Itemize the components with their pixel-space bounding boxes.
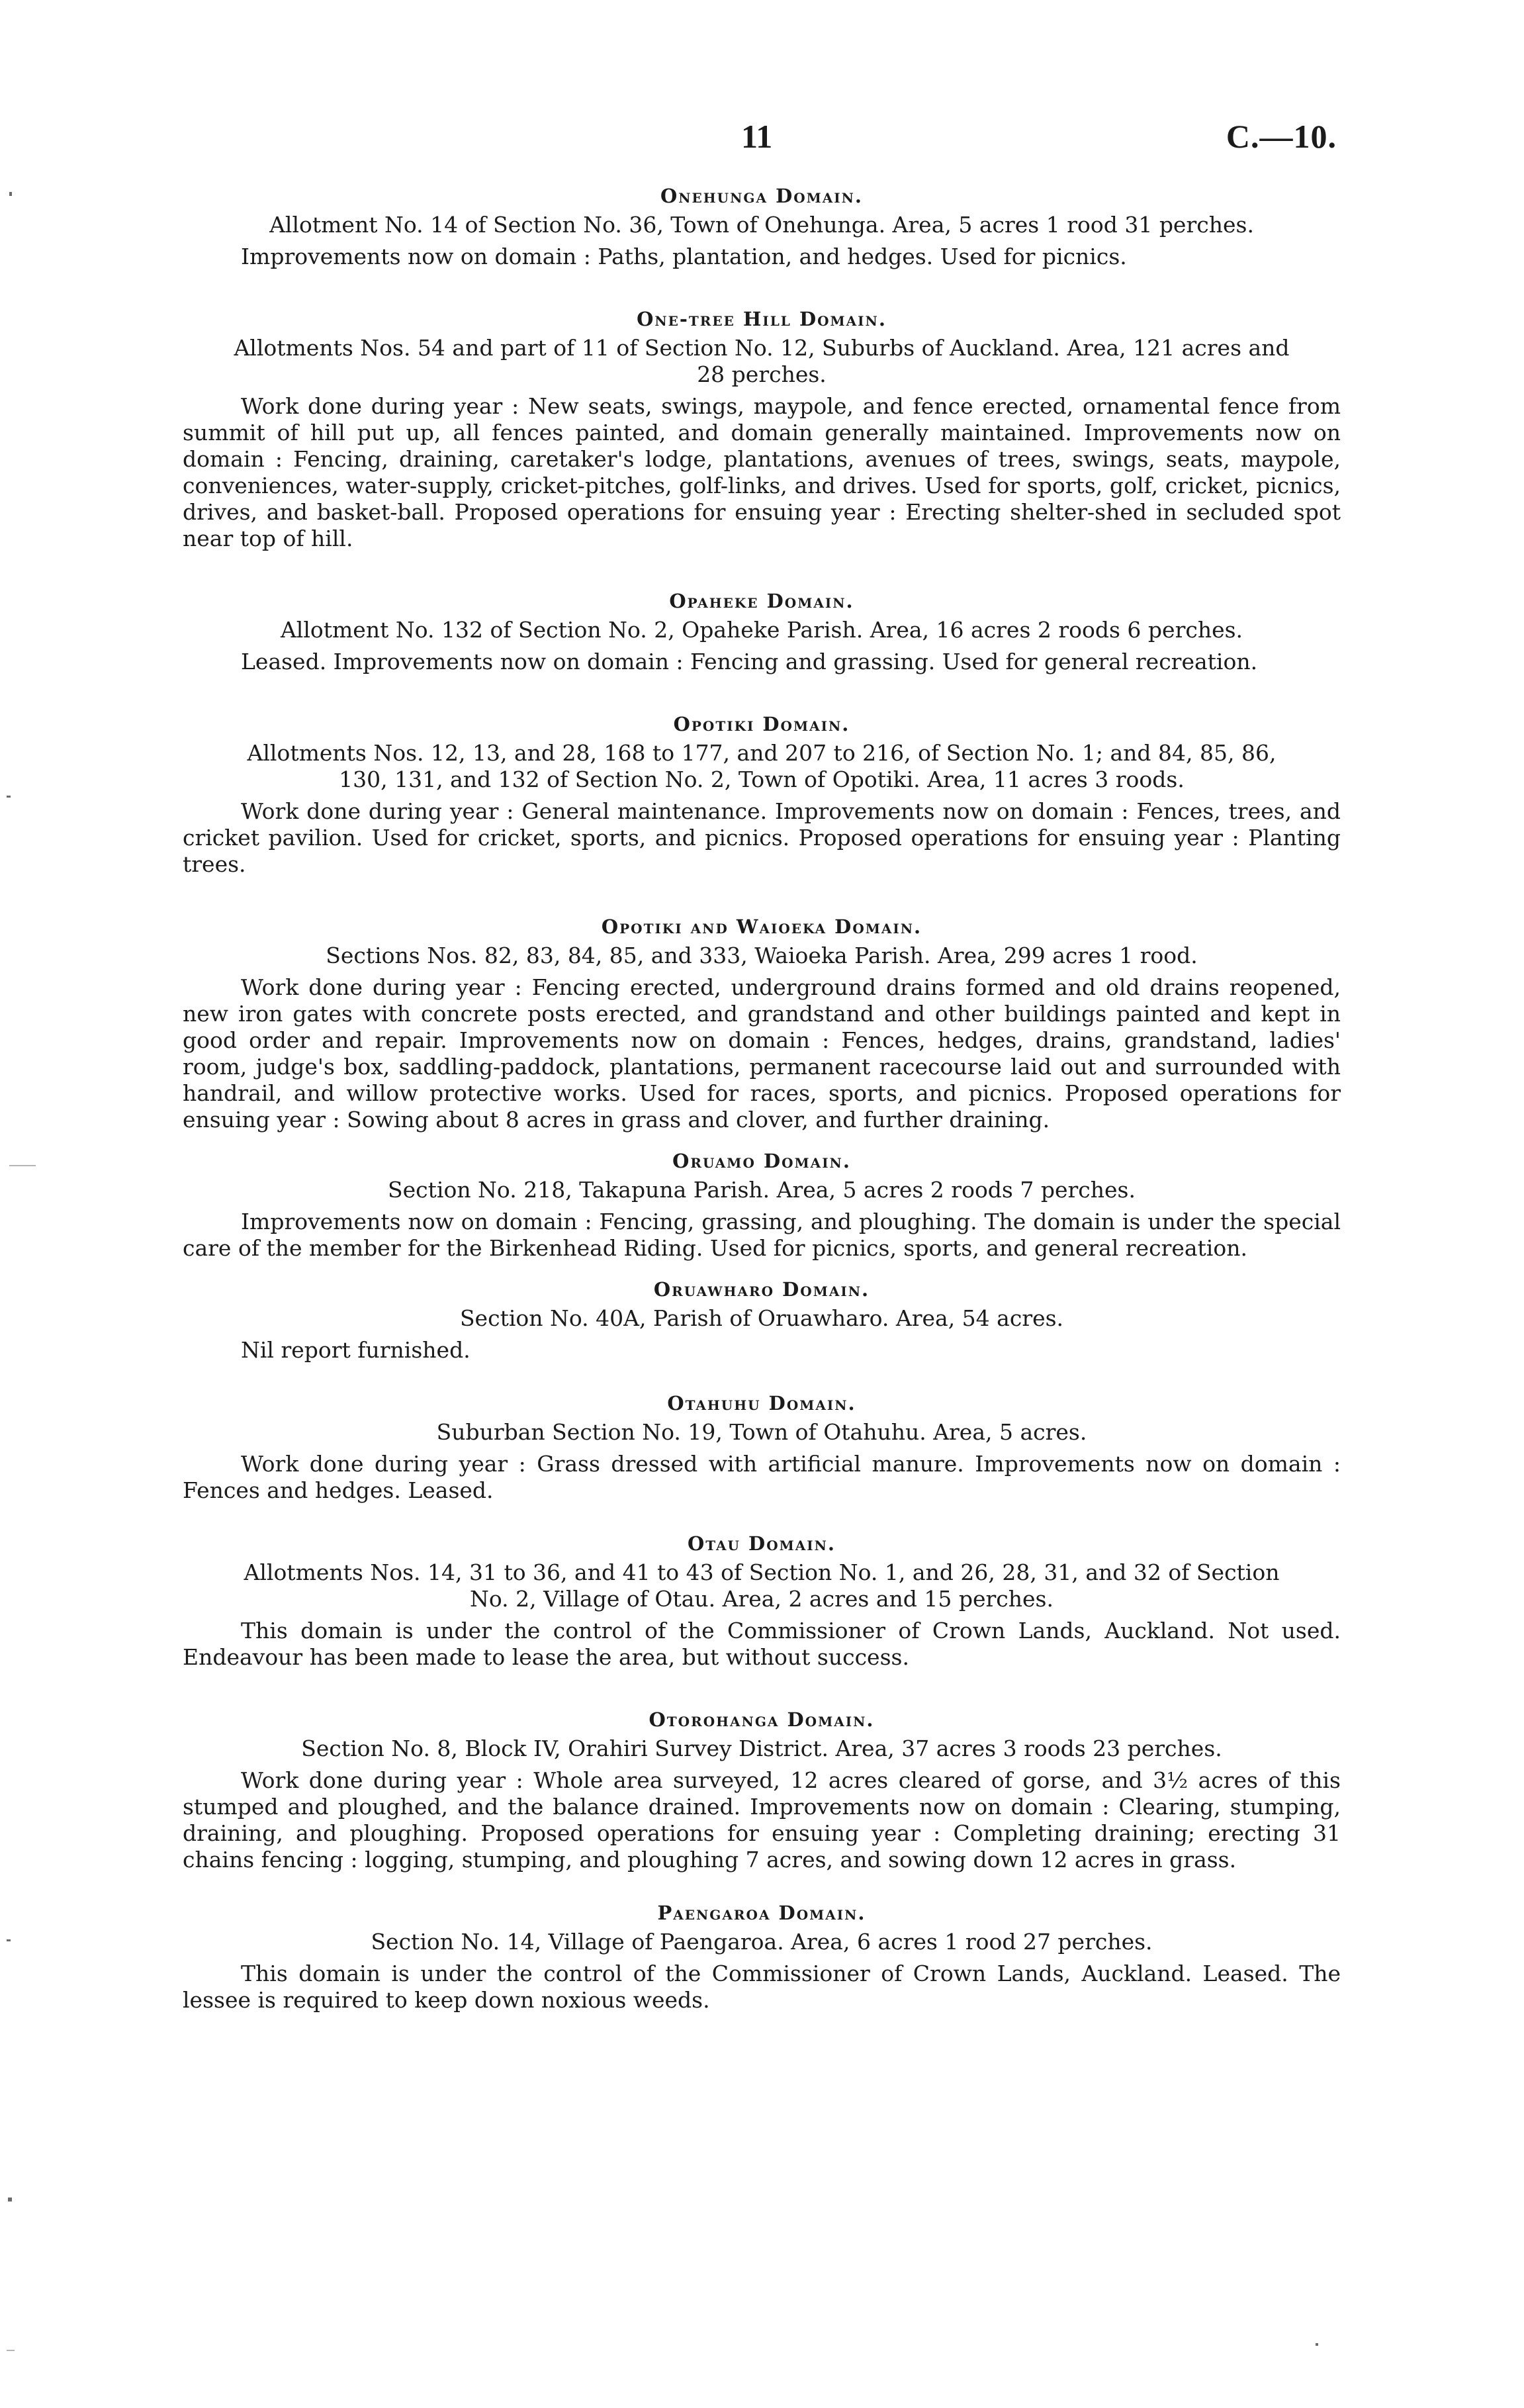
section-body: Work done during year : New seats, swings, maypole, and fence erected, ornamental fence from summit of hill put up, all fences painted, and domain generally maintained. Improvements now on domain : Fencing, draining, caretaker's lodge, plantations, avenues of trees, swings, seats, maypole, conveniences, water-supply, cricket-pitches, golf-links, and drives. Used for sports, golf, cricket, picnics, drives, and basket-ball. Proposed operations for ensuing year : Erecting shelter-shed in secluded spot near top of hill. [183,393,1341,551]
section-body: This domain is under the control of the Commissioner of Crown Lands, Auckland. Leased. The lessee is required to keep down noxious weeds. [183,1961,1341,2013]
section-heading: Onehunga Domain. [660,185,864,207]
domain-section-one-tree-hill [183,306,1341,552]
page-header [185,116,1337,163]
section-particulars: Section No. 8, Block IV, Orahiri Survey District. Area, 37 acres 3 roods 23 perches. [301,1736,1222,1761]
domain-section-otahuhu [183,1390,1341,1504]
section-particulars: Section No. 40A, Parish of Oruawharo. Area, 54 acres. [459,1305,1064,1331]
section-particulars: Allotment No. 132 of Section No. 2, Opaheke Parish. Area, 16 acres 2 roods 6 perches. [280,617,1243,643]
section-particulars: Allotment No. 14 of Section No. 36, Town of Onehunga. Area, 5 acres 1 rood 31 perches. [269,212,1254,238]
section-particulars: Section No. 14, Village of Paengaroa. Area, 6 acres 1 rood 27 perches. [371,1929,1153,1955]
section-heading: Opaheke Domain. [669,590,854,612]
section-heading: Opotiki and Waioeka Domain. [601,915,922,938]
scan-mark [7,1939,11,1941]
section-heading: Oruamo Domain. [672,1150,851,1172]
section-heading: Otorohanga Domain. [649,1708,875,1731]
section-body: Improvements now on domain : Paths, plantation, and hedges. Used for picnics. [241,244,1127,269]
section-particulars: Section No. 218, Takapuna Parish. Area, 5 acres 2 roods 7 perches. [388,1177,1136,1203]
domain-section-opotiki-waioeka [183,913,1341,1133]
section-body: This domain is under the control of the Commissioner of Crown Lands, Auckland. Not used. Endeavour has been made to lease the area, but without success. [183,1618,1341,1670]
scan-mark [8,2198,12,2201]
domain-section-onehunga [183,183,1341,270]
section-heading: Paengaroa Domain. [657,1902,866,1924]
section-particulars: Sections Nos. 82, 83, 84, 85, and 333, Waioeka Parish. Area, 299 acres 1 rood. [326,943,1198,968]
page-number: 11 [741,118,773,155]
scan-mark [9,192,12,196]
section-body: Work done during year : General maintenance. Improvements now on domain : Fences, trees, and cricket pavilion. Used for cricket, sports, and picnics. Proposed operations for ensuing year : Planting trees. [183,798,1341,877]
domain-section-paengaroa [183,1900,1341,2014]
section-body: Work done during year : Grass dressed with artificial manure. Improvements now on domain : Fences and hedges. Leased. [183,1451,1341,1503]
section-particulars: Suburban Section No. 19, Town of Otahuhu. Area, 5 acres. [436,1419,1087,1445]
section-heading: Otau Domain. [687,1532,836,1555]
scan-mark [7,796,11,798]
domain-section-otorohanga [183,1706,1341,1873]
domain-section-oruawharo [183,1276,1341,1364]
scan-mark [1316,2343,1318,2346]
section-particulars: Allotments Nos. 14, 31 to 36, and 41 to 43 of Section No. 1, and 26, 28, 31, and 32 of Section No. 2, Village of Otau. Area, 2 acres and 15 perches. [244,1559,1280,1612]
domain-section-otau [183,1530,1341,1671]
scan-mark [7,2350,15,2351]
document-body [183,183,1341,2014]
domain-section-opotiki [183,711,1341,878]
section-heading: Oruawharo Domain. [653,1278,870,1301]
section-particulars: Allotments Nos. 54 and part of 11 of Section No. 12, Suburbs of Auckland. Area, 121 acres and 28 perches. [234,335,1290,387]
section-body: Nil report furnished. [241,1337,471,1363]
domain-section-oruamo [183,1148,1341,1262]
section-body: Work done during year : Whole area surveyed, 12 acres cleared of gorse, and 3½ acres of this stumped and ploughed, and the balance drained. Improvements now on domain : Clearing, stumping, draining, and ploughing. Proposed operations for ensuing year : Completing draining; erecting 31 chains fencing : logging, stumping, and ploughing 7 acres, and sowing down 12 acres in grass. [183,1767,1341,1873]
section-body: Improvements now on domain : Fencing, grassing, and ploughing. The domain is under the special care of the member for the Birkenhead Riding. Used for picnics, sports, and general recreation. [183,1209,1341,1261]
section-particulars: Allotments Nos. 12, 13, and 28, 168 to 177, and 207 to 216, of Section No. 1; and 84, 85, 86, 130, 131, and 132 of Section No. 2, Town of Opotiki. Area, 11 acres 3 roods. [247,740,1277,792]
domain-section-opaheke [183,588,1341,675]
section-heading: Otahuhu Domain. [667,1392,856,1414]
section-heading: Opotiki Domain. [673,713,850,735]
section-body: Work done during year : Fencing erected, underground drains formed and old drains reopened, new iron gates with concrete posts erected, and grandstand and other buildings painted and kept in good order and repair. Improvements now on domain : Fences, hedges, drains, grandstand, ladies' room, judge's box, saddling-paddock, plantations, permanent racecourse laid out and surrounded with handrail, and willow protective works. Used for races, sports, and picnics. Proposed operations for ensuing year : Sowing about 8 acres in grass and clover, and further draining. [183,974,1341,1133]
section-body: Leased. Improvements now on domain : Fencing and grassing. Used for general recreation. [241,649,1258,674]
scan-mark [9,1165,36,1166]
section-heading: One-tree Hill Domain. [637,308,887,330]
document-reference: C.—10. [1226,118,1337,155]
